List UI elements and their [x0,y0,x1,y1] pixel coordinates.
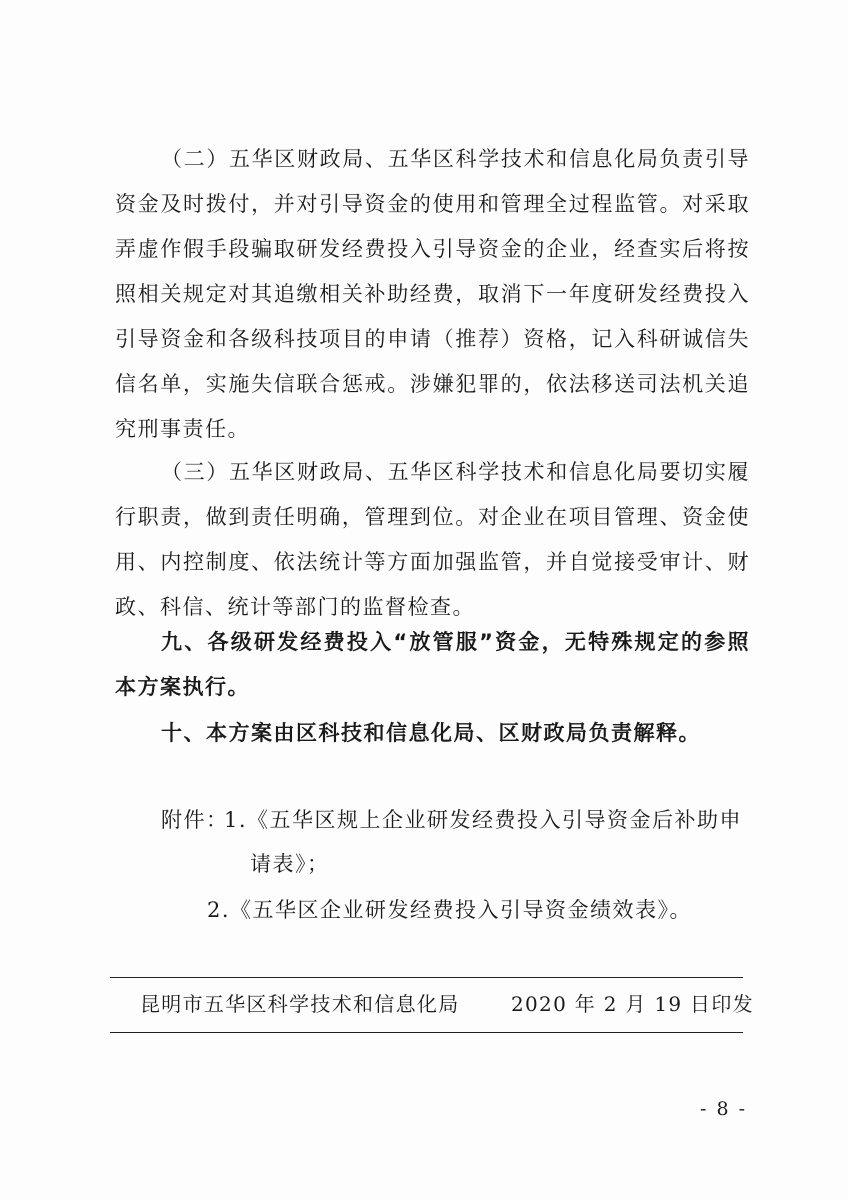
footer-bottom-rule [110,1032,743,1033]
article-nine: 九、各级研发经费投入“放管服”资金，无特殊规定的参照本方案执行。 [115,630,750,699]
paragraph-supervision-duties: （三）五华区财政局、五华区科学技术和信息化局要切实履行职责，做到责任明确，管理到位。对企业在项目管理、资金使用、内控制度、依法统计等方面加强监管，并自觉接受审计、财政、科信、统计等部门的监督检查。 [115,460,750,619]
page-number: - 8 - [700,1098,748,1120]
issue-date: 2020 年 2 月 19 日印发 [511,992,754,1016]
attachment-item-1-continued: 请表》； [250,852,330,876]
paragraph-supervision-funding: （二）五华区财政局、五华区科学技术和信息化局负责引导资金及时拨付，并对引导资金的使用和管理全过程监管。对采取弄虚作假手段骗取研发经费投入引导资金的企业，经查实后将按照相关规定对其追缴相关补助经费，取消下一年度研发经费投入引导资金和各级科技项目的申请（推荐）资格，记入科研诚信失信名单，实施失信联合惩戒。涉嫌犯罪的，依法移送司法机关追究刑事责任。 [115,147,750,441]
footer-top-rule [110,977,743,978]
issuer-name: 昆明市五华区科学技术和信息化局 [140,992,460,1016]
attachment-item-1: 1.《五华区规上企业研发经费投入引导资金后补助申 [224,808,743,832]
attachments-label: 附件： [161,808,229,832]
article-ten: 十、本方案由区科技和信息化局、区财政局负责解释。 [161,721,701,745]
attachment-item-2: 2.《五华区企业研发经费投入引导资金绩效表》。 [207,898,693,922]
